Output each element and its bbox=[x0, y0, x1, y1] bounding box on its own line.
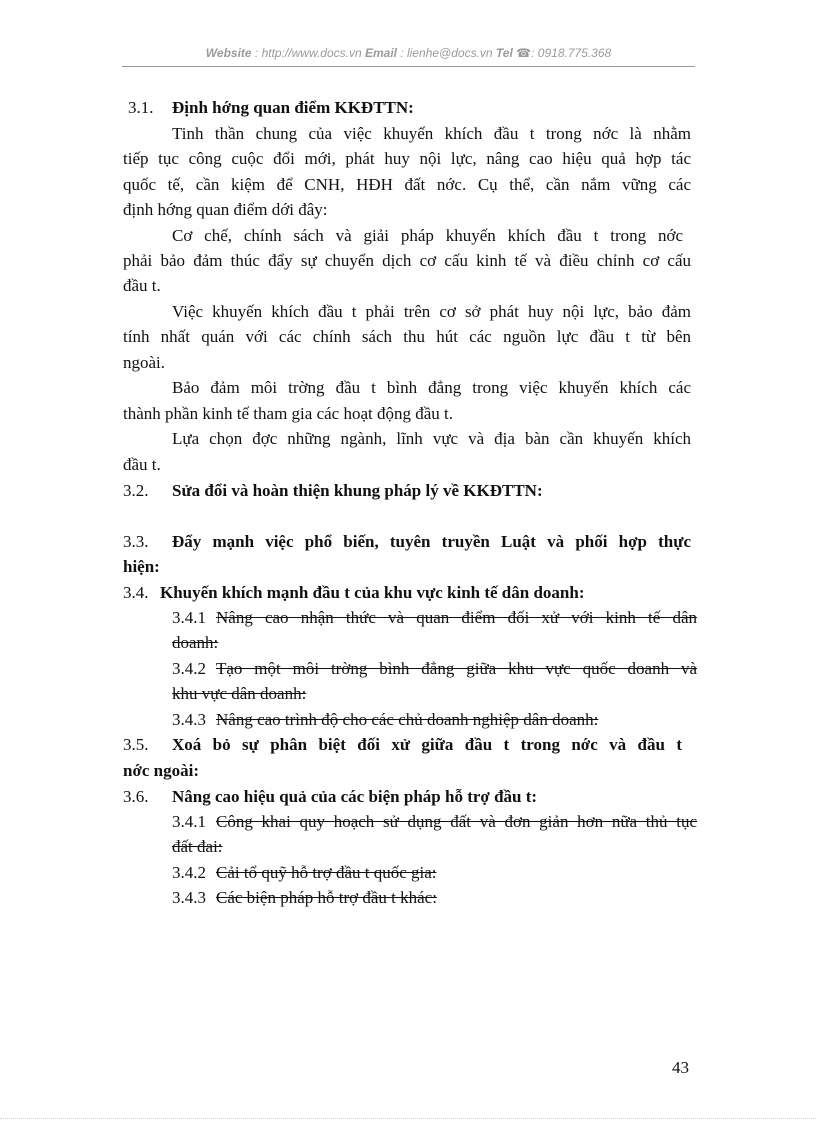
paragraph-line: thành phần kinh tế tham gia các hoạt động đầu t. bbox=[123, 404, 453, 423]
email-value: : lienhe@docs.vn bbox=[400, 46, 493, 60]
item-number: 3.4.3 bbox=[172, 710, 206, 729]
page-header bbox=[122, 46, 695, 60]
section-3-3-number: 3.3. bbox=[123, 532, 149, 551]
paragraph-line: quốc tế, cần kiệm để CNH, HĐH đất nớc. Cụ thể, cần nắm vững các bbox=[123, 175, 691, 194]
item-number: 3.4.2 bbox=[172, 659, 206, 678]
section-3-3-title: Đẩy mạnh việc phổ biến, tuyên truyền Luật và phối hợp thực bbox=[172, 532, 691, 551]
item-number: 3.4.2 bbox=[172, 863, 206, 882]
struck-item-cont: doanh: bbox=[172, 633, 219, 652]
website-label: Website bbox=[205, 46, 252, 60]
paragraph-line: Lựa chọn đợc những ngành, lĩnh vực và địa bàn cần khuyến khích bbox=[172, 429, 691, 448]
section-3-5-number: 3.5. bbox=[123, 735, 149, 754]
struck-item: Cải tổ quỹ hỗ trợ đầu t quốc gia: bbox=[216, 863, 437, 882]
tel-label: Tel bbox=[495, 46, 513, 60]
paragraph-line: Việc khuyến khích đầu t phải trên cơ sở phát huy nội lực, bảo đảm bbox=[172, 302, 691, 321]
paragraph-line: Tinh thần chung của việc khuyến khích đầu t trong nớc là nhằm bbox=[172, 124, 691, 143]
paragraph-line: Bảo đảm môi trờng đầu t bình đẳng trong việc khuyến khích các bbox=[172, 378, 691, 397]
struck-item: Tạo một môi trờng bình đẳng giữa khu vực quốc doanh và bbox=[216, 659, 697, 678]
section-3-1-number: 3.1. bbox=[128, 98, 154, 117]
section-3-5-title: Xoá bỏ sự phân biệt đối xử giữa đầu t trong nớc và đầu t bbox=[172, 735, 682, 754]
phone-icon: ☎ bbox=[516, 46, 532, 60]
tel-value: : 0918.775.368 bbox=[531, 46, 612, 60]
section-3-3-title-cont: hiện: bbox=[123, 557, 160, 576]
struck-item: Nâng cao nhận thức và quan điểm đối xử với kinh tế dân bbox=[216, 608, 697, 627]
email-label: Email bbox=[364, 46, 397, 60]
section-3-5-title-cont: nớc ngoài: bbox=[123, 761, 200, 780]
item-number: 3.4.1 bbox=[172, 608, 206, 627]
section-3-2-number: 3.2. bbox=[123, 481, 149, 500]
section-3-2-title: Sửa đổi và hoàn thiện khung pháp lý về KKĐTTN: bbox=[172, 481, 543, 500]
item-number: 3.4.1 bbox=[172, 812, 206, 831]
section-3-1-title: Định hớng quan điểm KKĐTTN: bbox=[172, 98, 414, 117]
paragraph-line: định hớng quan điểm dới đây: bbox=[123, 200, 328, 219]
page-number: 43 bbox=[672, 1058, 689, 1077]
website-value: : http://www.docs.vn bbox=[254, 46, 362, 60]
struck-item: Các biện pháp hỗ trợ đầu t khác: bbox=[216, 888, 437, 907]
paragraph-line: tiếp tục công cuộc đổi mới, phát huy nội lực, nâng cao hiệu quả hợp tác bbox=[123, 149, 691, 168]
section-3-4-number: 3.4. bbox=[123, 583, 149, 602]
footer-divider bbox=[0, 1118, 816, 1119]
paragraph-line: tính nhất quán với các chính sách thu hút các nguồn lực đầu t từ bên bbox=[123, 327, 691, 346]
section-3-6-title: Nâng cao hiệu quả của các biện pháp hỗ trợ đầu t: bbox=[172, 787, 538, 806]
section-3-4-title: Khuyến khích mạnh đầu t của khu vực kinh tế dân doanh: bbox=[160, 583, 585, 602]
header-divider bbox=[122, 66, 695, 67]
section-3-6-number: 3.6. bbox=[123, 787, 149, 806]
struck-item-cont: đất đai: bbox=[172, 837, 223, 856]
struck-item-cont: khu vực dân doanh: bbox=[172, 684, 307, 703]
struck-item: Nâng cao trình độ cho các chủ doanh nghiệp dân doanh: bbox=[216, 710, 599, 729]
paragraph-line: ngoài. bbox=[123, 353, 166, 372]
item-number: 3.4.3 bbox=[172, 888, 206, 907]
paragraph-line: đầu t. bbox=[123, 276, 161, 295]
struck-item: Công khai quy hoạch sử dụng đất và đơn giản hơn nữa thủ tục bbox=[216, 812, 697, 831]
paragraph-line: Cơ chế, chính sách và giải pháp khuyến khích đầu t trong nớc bbox=[172, 226, 683, 245]
paragraph-line: đầu t. bbox=[123, 455, 161, 474]
paragraph-line: phải bảo đảm thúc đẩy sự chuyển dịch cơ cấu kinh tế và điều chỉnh cơ cấu bbox=[123, 251, 691, 270]
